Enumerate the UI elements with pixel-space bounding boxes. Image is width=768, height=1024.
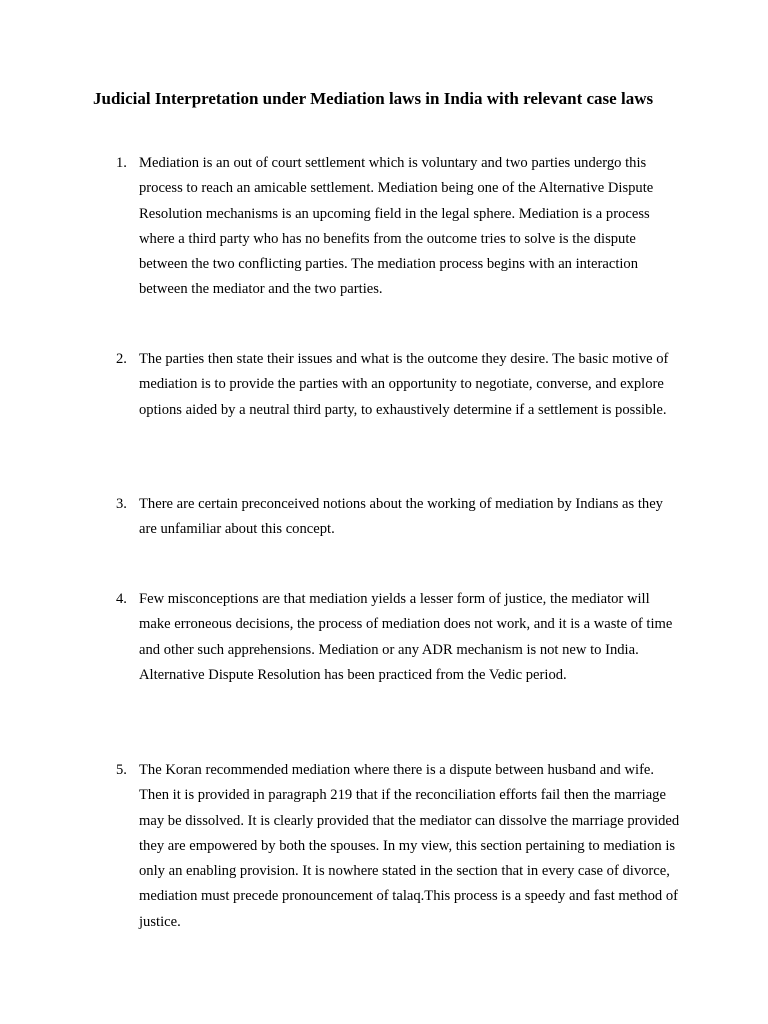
list-item-text: The parties then state their issues and what is the outcome they desire. The basic motive of mediation is to provide the parties with an opportunity to negotiate, converse, and explore options aided by a neutral third party, to exhaustively determine if a settlement is possible. [139, 351, 669, 418]
list-item-number: 3. [116, 496, 127, 512]
list-item-number: 2. [116, 351, 127, 367]
list-item-text: The Koran recommended mediation where there is a dispute between husband and wife. Then it is provided in paragraph 219 that if the reconciliation efforts fail then the marriage may be dissolved. It is clearly provided that the mediator can dissolve the marriage provided they are empowered by both the spouses. In my view, this section pertaining to mediation is only an enabling provision. It is nowhere stated in the section that in every case of divorce, mediation must precede pronouncement of talaq.This process is a speedy and fast method of justice. [139, 762, 680, 930]
list-item-text: There are certain preconceived notions about the working of mediation by Indians as they are unfamiliar about this concept. [139, 496, 663, 538]
list-item-number: 1. [116, 155, 127, 171]
list-item-text: Mediation is an out of court settlement which is voluntary and two parties undergo this process to reach an amicable settlement. Mediation being one of the Alternative Dispute Resolution mechanisms is an upcoming field in the legal sphere. Mediation is a process where a third party who has no benefits from the outcome tries to solve is the dispute between the two conflicting parties. The mediation process begins with an interaction between the mediator and the two parties. [139, 155, 654, 298]
document-title: Judicial Interpretation under Mediation laws in India with relevant case laws [93, 89, 654, 108]
list-item-number: 4. [116, 591, 127, 607]
list-item-text: Few misconceptions are that mediation yields a lesser form of justice, the mediator will make erroneous decisions, the process of mediation does not work, and it is a waste of time and other such apprehensions. Mediation or any ADR mechanism is not new to India. Alternative Dispute Resolution has been practiced from the Vedic period. [139, 591, 673, 683]
list-item-number: 5. [116, 762, 127, 778]
